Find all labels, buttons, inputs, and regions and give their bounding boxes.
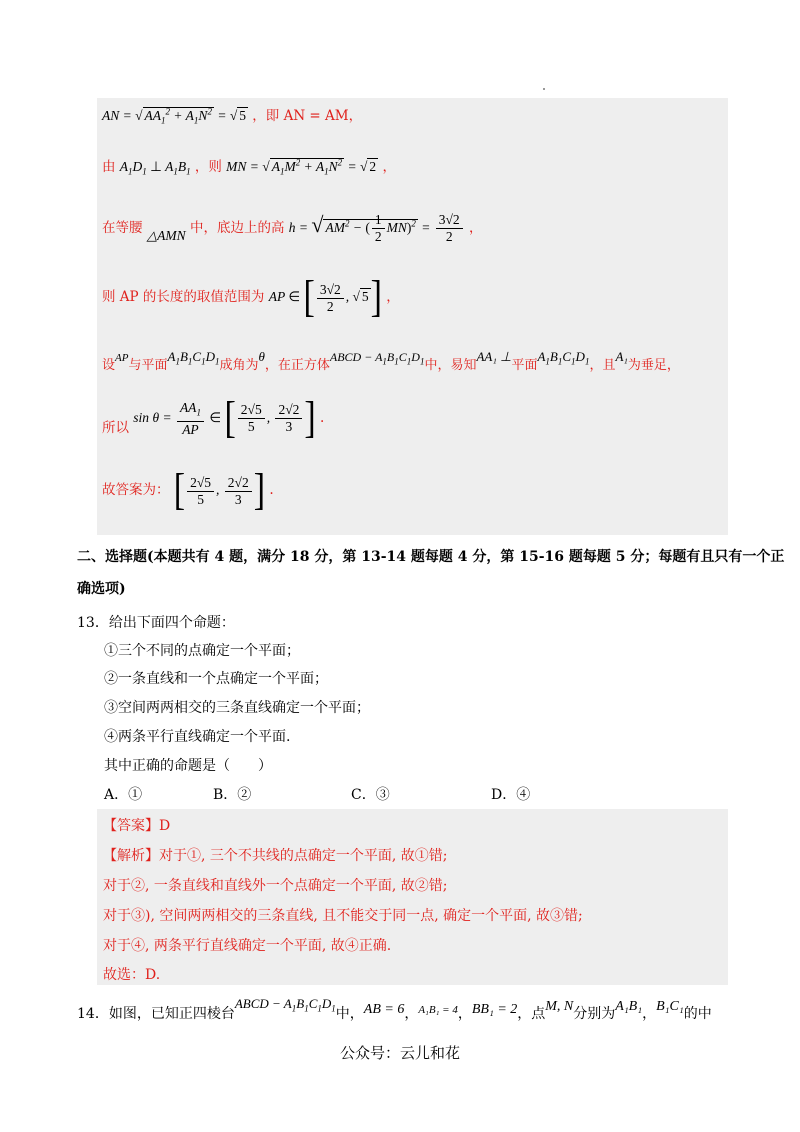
analysis-line-1: 【解析】对于①, 三个不共线的点确定一个平面, 故①错;: [103, 848, 448, 864]
text-an-eq-am: ，即 AN = AM，: [252, 108, 363, 124]
formula-perp: $A_1D_1$ ⊥ $A_1B_1$: [119, 159, 191, 177]
point-a1: A₁: [615, 349, 628, 364]
text-comma: ，: [468, 220, 483, 236]
q14-bb1: BB₁ = 2: [471, 1002, 518, 1017]
text-comma: ，: [382, 159, 396, 175]
text-plane: 平面: [511, 358, 538, 373]
analysis-line-3: 对于③), 空间两两相交的三条直线, 且不能交于同一点, 确定一个平面, 故③错;: [103, 908, 583, 924]
formula-sin-range: sin θ = $\frac{AA_1}{AP}$ ∈ [ $\frac{2√5}{5}$ , $\frac{2√2}{3}$ ]: [133, 394, 316, 443]
text-ap-range: 则 AP 的长度的取值范围为: [102, 289, 265, 306]
formula-an: AN = √ $AA_1^2 + A_1N^2$ = √ 5: [102, 106, 246, 126]
q13-option-c[interactable]: C．③: [351, 787, 390, 803]
q13-ask: 其中正确的命题是（ ）: [104, 758, 272, 774]
formula-height: h = √ $AM^2$ − ( $\frac{1}{2}$ MN)$^2$ = $\frac{3√2}{2}$: [289, 220, 465, 235]
text-in-cube: ，在正方体: [264, 358, 330, 373]
analysis-line-5: 故选：D.: [103, 967, 161, 983]
q14-text-2: 中，: [335, 1006, 364, 1022]
analysis-line-4: 对于④, 两条平行直线确定一个平面, 故④正确.: [103, 938, 392, 954]
section-heading-line2: 确选项): [77, 581, 126, 597]
plane-a1b1c1d1-2: $A_1B_1C_1D_1$: [537, 349, 590, 367]
text-you: 由: [102, 159, 116, 175]
text-easy-know: 中，易知: [424, 358, 477, 373]
text-and: ，且: [589, 358, 616, 373]
text-set: 设: [102, 358, 116, 373]
formula-final-range: [ $\frac{2√5}{5}$ , $\frac{2√2}{3}$ ]: [173, 466, 266, 515]
q13-item-2: ②一条直线和一个点确定一个平面；: [104, 671, 328, 687]
cube-name: ABCD − $A_1B_1C_1D_1$: [329, 350, 425, 367]
triangle-amn: △AMN: [146, 228, 186, 243]
q14-solid: ABCD − $A_1B_1C_1D_1$: [234, 996, 336, 1014]
solution-line-an: [102, 104, 362, 126]
q13-item-4: ④两条平行直线确定一个平面.: [104, 729, 291, 745]
text-comma: ，: [386, 289, 400, 306]
analysis-line-2: 对于②, 一条直线和直线外一个点确定一个平面, 故②错;: [103, 878, 448, 894]
text-so: 所以: [102, 419, 129, 436]
solution-line-height: [102, 212, 482, 245]
text-with-plane: 与平面: [128, 358, 168, 373]
text-angle-is: 成角为: [219, 358, 259, 373]
q13-option-d[interactable]: D．④: [491, 787, 531, 803]
solution-line-mn: [102, 155, 396, 177]
q14-segment-a1b1: A₁B₁: [615, 999, 643, 1014]
text-period: .: [320, 409, 325, 426]
q14-text-3: ，点: [517, 1006, 546, 1022]
q13-option-a[interactable]: A．①: [104, 787, 143, 803]
q14-stem: 14．如图，已知正四棱台ABCD − $A_1B_1C_1D_1$中，AB = 6，$^{A_1B_1 = 4}$，BB₁ = 2，点M, N分别为A₁B₁，B₁C₁的中: [77, 996, 712, 1022]
formula-mn: MN = √ $A_1M^2 + A_1N^2$ = √ 2: [226, 157, 377, 177]
q14-points-mn: M, N: [545, 999, 574, 1014]
plane-a1b1c1d1: $A_1B_1C_1D_1$: [167, 349, 220, 367]
solution-line-range: [102, 273, 400, 322]
q14-a1b1: A₁B₁ = 4: [418, 1004, 458, 1016]
theta: θ: [258, 349, 265, 364]
text-base-height: 中，底边上的高: [189, 220, 285, 236]
footer-wechat: 公众号：云儿和花: [339, 1044, 460, 1062]
q14-segment-b1c1: B₁C₁: [656, 999, 684, 1014]
answer-line: [103, 815, 170, 835]
q14-text-5: 的中: [683, 1006, 712, 1022]
section-heading-line1: 二、选择题(本题共有 4 题，满分 18 分，第 13-14 题每题 4 分，第 15-16 题每题 5 分；每题有且只有一个正: [77, 549, 785, 565]
q13-option-b[interactable]: B．②: [213, 787, 252, 803]
answer-panel: [97, 809, 728, 985]
q14-text-1: 14．如图，已知正四棱台: [77, 1006, 235, 1022]
formula-aa1-perp: AA₁ ⊥: [476, 349, 512, 364]
q13-stem: 13．给出下面四个命题：: [77, 615, 235, 631]
text-period: .: [269, 482, 274, 499]
text-foot: 为垂足，: [627, 358, 680, 373]
text-final-answer: 故答案为：: [102, 482, 170, 499]
q13-item-1: ①三个不同的点确定一个平面；: [104, 643, 300, 659]
q14-text-4: 分别为: [573, 1006, 616, 1022]
answer-value: D: [159, 818, 171, 834]
text-isosceles: 在等腰: [102, 220, 143, 236]
formula-ap: AP: [115, 352, 129, 364]
solution-line-sin: [102, 394, 325, 443]
answer-tag: 【答案】: [103, 818, 159, 834]
text-ze: ，则: [194, 159, 222, 175]
solution-line-final: [102, 466, 274, 515]
q14-ab: AB = 6: [363, 1002, 405, 1017]
stray-dot: [543, 88, 545, 90]
q13-item-3: ③空间两两相交的三条直线确定一个平面；: [104, 700, 370, 716]
solution-line-angle: [102, 349, 680, 375]
formula-ap-range: AP ∈ [ $\frac{3√2}{2}$ , √ 5]: [268, 273, 382, 322]
